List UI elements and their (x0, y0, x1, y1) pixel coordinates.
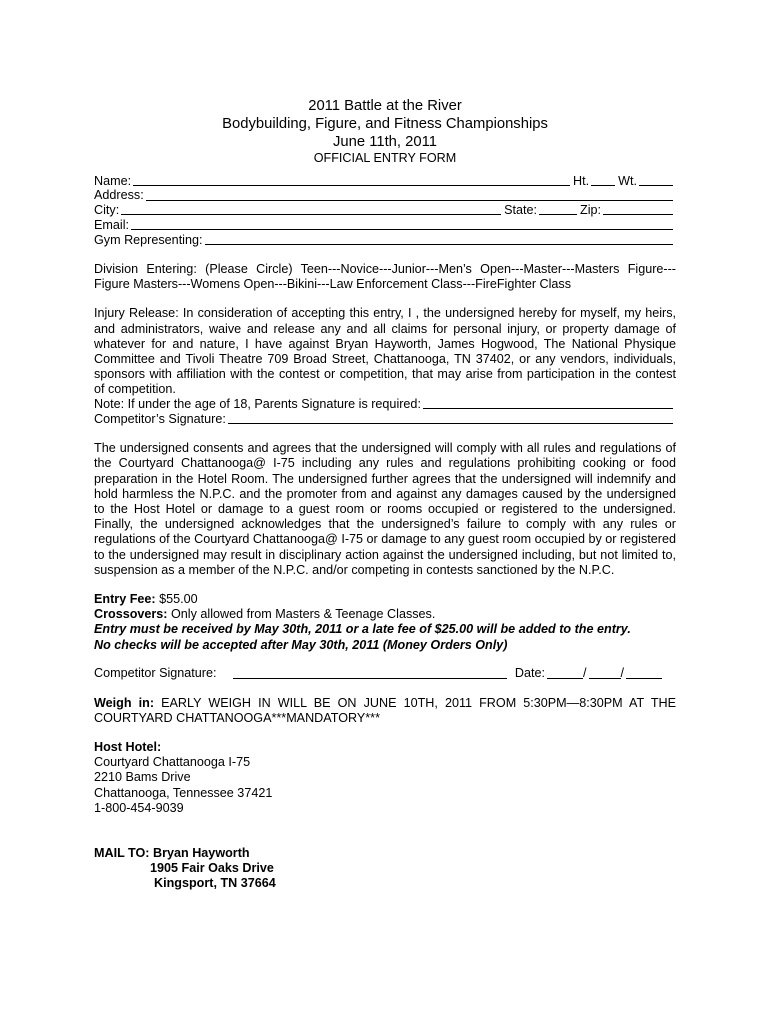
name-row (94, 174, 676, 189)
parents-signature-field[interactable] (423, 408, 673, 409)
entry-fee-label: Entry Fee: (94, 592, 156, 607)
host-hotel-name: Courtyard Chattanooga I-75 (94, 755, 251, 770)
mail-to-city: Kingsport, TN 37664 (154, 876, 276, 891)
address-field[interactable] (146, 200, 673, 201)
event-subtitle: Bodybuilding, Figure, and Fitness Championships (222, 116, 548, 132)
name-label: Name: (94, 173, 132, 188)
mail-to-name: Bryan Hayworth (153, 846, 250, 861)
address-label: Address: (94, 188, 144, 203)
competitor-signature-field-2[interactable] (233, 678, 507, 679)
city-field[interactable] (121, 214, 501, 215)
date-day-field[interactable] (589, 678, 621, 679)
date-month-field[interactable] (547, 678, 583, 679)
email-field[interactable] (131, 229, 673, 230)
consent-paragraph: The undersigned consents and agrees that the undersigned will comply with all rules and regulations of the Courtyard Chattanooga@ I-75 including any rules and regulations prohibiting cooking or food preparation in the Hotel Room. The undersigned further agrees that the undersigned will indemnify and hold harmless the N.P.C. and the promoter from and against any damages caused by the undersigned to the Host Hotel or damage to a guest room or rooms occupied or registered to the undersigned. Finally, the undersigned acknowledges that the undersigned’s failure to comply with any rules or regulations of the Courtyard Chattanooga@ I-75 or damage to any guest room occupied by or registered to the undersigned may result in disciplinary action against the undersigned including, but not limited to, suspension as a member of the N.P.C. and/or competing in contests sanctioned by the N.P.C. (94, 441, 676, 577)
name-field[interactable] (133, 185, 570, 186)
form-title: OFFICIAL ENTRY FORM (313, 151, 457, 165)
date-label: Date: (514, 666, 545, 681)
competitor-signature-label-2: Competitor Signature: (94, 666, 217, 681)
injury-release: Injury Release: In consideration of accepting this entry, I , the undersigned hereby for myself, my heirs, and administrators, waive and release any and all claims for personal injury, or property damage of whatever for and nature, I have against Bryan Hayworth, James Hogwood, The National Physique Committee and Tivoli Theatre 709 Broad Street, Chattanooga, TN 37402, or any vendors, individuals, sponsors with affiliation with the contest or competition, that may arise from participation in the contest of competition. (94, 306, 676, 397)
entry-deadline: Entry must be received by May 30th, 2011 or a late fee of $25.00 will be added to the entry. (94, 622, 631, 637)
height-field[interactable] (591, 185, 615, 186)
division-entering: Division Entering: (Please Circle) Teen---Novice---Junior---Men’s Open---Master---Masters Figure---Figure Masters---Womens Open---Bikini---Law Enforcement Class---FireFighter Class (94, 261, 676, 292)
email-label: Email: (94, 217, 129, 232)
gym-row (94, 233, 676, 248)
competitor-signature-row-2 (94, 667, 676, 682)
host-hotel-label: Host Hotel: (94, 740, 162, 755)
contact-fields (94, 174, 676, 248)
crossovers-label: Crossovers: (94, 607, 168, 622)
competitor-signature-row-1 (94, 412, 676, 427)
host-hotel-city: Chattanooga, Tennessee 37421 (94, 785, 273, 800)
checks-note: No checks will be accepted after May 30th, 2011 (Money Orders Only) (94, 637, 508, 652)
gym-label: Gym Representing: (94, 232, 203, 247)
weigh-in (94, 696, 676, 726)
address-row (94, 189, 676, 204)
event-date: June 11th, 2011 (333, 134, 437, 150)
date-year-field[interactable] (626, 678, 662, 679)
form-header (94, 97, 676, 166)
mail-to (94, 846, 676, 892)
event-title: 2011 Battle at the River (308, 98, 462, 114)
host-hotel (94, 740, 676, 816)
email-row (94, 218, 676, 233)
weigh-in-text: EARLY WEIGH IN WILL BE ON JUNE 10TH, 2011 FROM 5:30PM—8:30PM AT THE COURTYARD CHATTANOOGA***MANDATORY*** (94, 695, 677, 725)
entry-fee-value: $55.00 (159, 592, 198, 607)
mail-to-label: MAIL TO: (94, 846, 150, 861)
state-label: State: (504, 203, 537, 218)
zip-label: Zip: (580, 203, 601, 218)
city-label: City: (94, 203, 120, 218)
crossovers-value: Only allowed from Masters & Teenage Classes. (171, 607, 436, 622)
mail-to-street: 1905 Fair Oaks Drive (150, 861, 274, 876)
date-separator-1: / (583, 666, 587, 681)
entry-form-page (94, 97, 676, 892)
competitor-signature-label-1: Competitor’s Signature: (94, 412, 226, 426)
height-label: Ht. (573, 173, 590, 188)
host-hotel-street: 2210 Bams Drive (94, 770, 191, 785)
parents-note-label: Note: If under the age of 18, Parents Signature is required: (94, 397, 421, 412)
weight-field[interactable] (639, 185, 673, 186)
host-hotel-phone: 1-800-454-9039 (94, 800, 184, 815)
gym-field[interactable] (205, 244, 674, 245)
city-row (94, 204, 676, 219)
zip-field[interactable] (603, 214, 673, 215)
parents-signature-row (94, 398, 676, 413)
weigh-in-label: Weigh in: (94, 695, 155, 710)
date-separator-2: / (620, 666, 624, 681)
state-field[interactable] (539, 214, 577, 215)
competitor-signature-field-1[interactable] (228, 423, 673, 424)
weight-label: Wt. (618, 173, 637, 188)
fees-section (94, 592, 676, 653)
